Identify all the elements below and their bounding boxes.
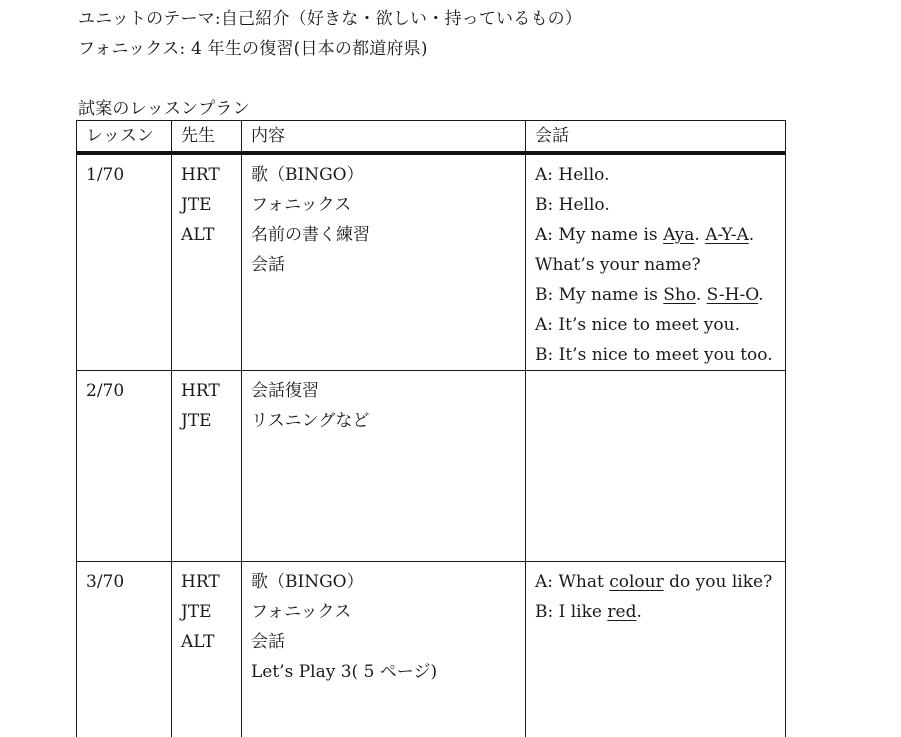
- conversation-line: A: It’s nice to meet you.: [535, 310, 776, 340]
- header-conversation: 会話: [526, 121, 786, 154]
- teacher-name: HRT: [181, 160, 232, 190]
- teacher-name: JTE: [181, 406, 232, 436]
- conversation-line: B: It’s nice to meet you too.: [535, 340, 776, 370]
- underlined-word: red: [607, 602, 636, 622]
- content-item: フォニックス: [251, 597, 516, 627]
- header-lesson: レッスン: [77, 121, 172, 154]
- lesson-cell: [77, 562, 172, 737]
- content-item: Let’s Play 3( 5 ページ): [251, 657, 516, 687]
- underlined-word: colour: [609, 572, 664, 592]
- teacher-name: HRT: [181, 567, 232, 597]
- lesson-cell: [77, 371, 172, 562]
- conversation-text: .: [636, 602, 641, 622]
- table-row: [77, 371, 786, 562]
- lesson-plan-table: [76, 120, 786, 737]
- lesson-number: 3/70: [86, 567, 162, 597]
- header-content: 内容: [242, 121, 526, 154]
- conversation-cell: [526, 153, 786, 371]
- conversation-cell: [526, 371, 786, 562]
- teacher-name: ALT: [181, 220, 232, 250]
- conversation-line: [535, 597, 776, 627]
- teacher-cell: [172, 153, 242, 371]
- conversation-text: .: [696, 285, 707, 305]
- content-item: 会話: [251, 627, 516, 657]
- content-cell: [242, 153, 526, 371]
- content-item: 歌（BINGO）: [251, 567, 516, 597]
- conversation-text: A: My name is: [535, 225, 663, 245]
- conversation-line: [535, 220, 776, 250]
- underlined-name: Sho: [663, 285, 696, 305]
- unit-theme-line: ユニットのテーマ:自己紹介（好きな・欲しい・持っているもの）: [78, 4, 582, 29]
- lesson-number: 1/70: [86, 160, 162, 190]
- lesson-cell: [77, 153, 172, 371]
- conversation-text: .: [694, 225, 705, 245]
- phonics-line: フォニックス: 4 年生の復習(日本の都道府県): [78, 34, 428, 59]
- underlined-spelling: S-H-O: [707, 285, 759, 305]
- conversation-text: B: My name is: [535, 285, 663, 305]
- lesson-number: 2/70: [86, 376, 162, 406]
- content-item: リスニングなど: [251, 406, 516, 436]
- teacher-cell: [172, 371, 242, 562]
- teacher-name: HRT: [181, 376, 232, 406]
- teacher-name: JTE: [181, 597, 232, 627]
- conversation-text: A: What: [535, 572, 609, 592]
- conversation-line: What’s your name?: [535, 250, 776, 280]
- teacher-name: JTE: [181, 190, 232, 220]
- underlined-name: Aya: [663, 225, 694, 245]
- conversation-line: [535, 567, 776, 597]
- conversation-line: [535, 280, 776, 310]
- conversation-text: B: I like: [535, 602, 607, 622]
- conversation-line: B: Hello.: [535, 190, 776, 220]
- conversation-line: A: Hello.: [535, 160, 776, 190]
- content-cell: [242, 562, 526, 737]
- conversation-text: .: [749, 225, 754, 245]
- teacher-name: ALT: [181, 627, 232, 657]
- lesson-plan-title: 試案のレッスンプラン: [78, 94, 250, 119]
- underlined-spelling: A-Y-A: [705, 225, 749, 245]
- table-header-row: [77, 121, 786, 154]
- conversation-text: .: [758, 285, 763, 305]
- table-row: [77, 562, 786, 737]
- conversation-cell: [526, 562, 786, 737]
- content-item: 会話復習: [251, 376, 516, 406]
- content-item: 名前の書く練習: [251, 220, 516, 250]
- content-item: フォニックス: [251, 190, 516, 220]
- content-item: 会話: [251, 250, 516, 280]
- teacher-cell: [172, 562, 242, 737]
- content-item: 歌（BINGO）: [251, 160, 516, 190]
- conversation-text: do you like?: [664, 572, 772, 592]
- table-row: [77, 153, 786, 371]
- content-cell: [242, 371, 526, 562]
- header-teacher: 先生: [172, 121, 242, 154]
